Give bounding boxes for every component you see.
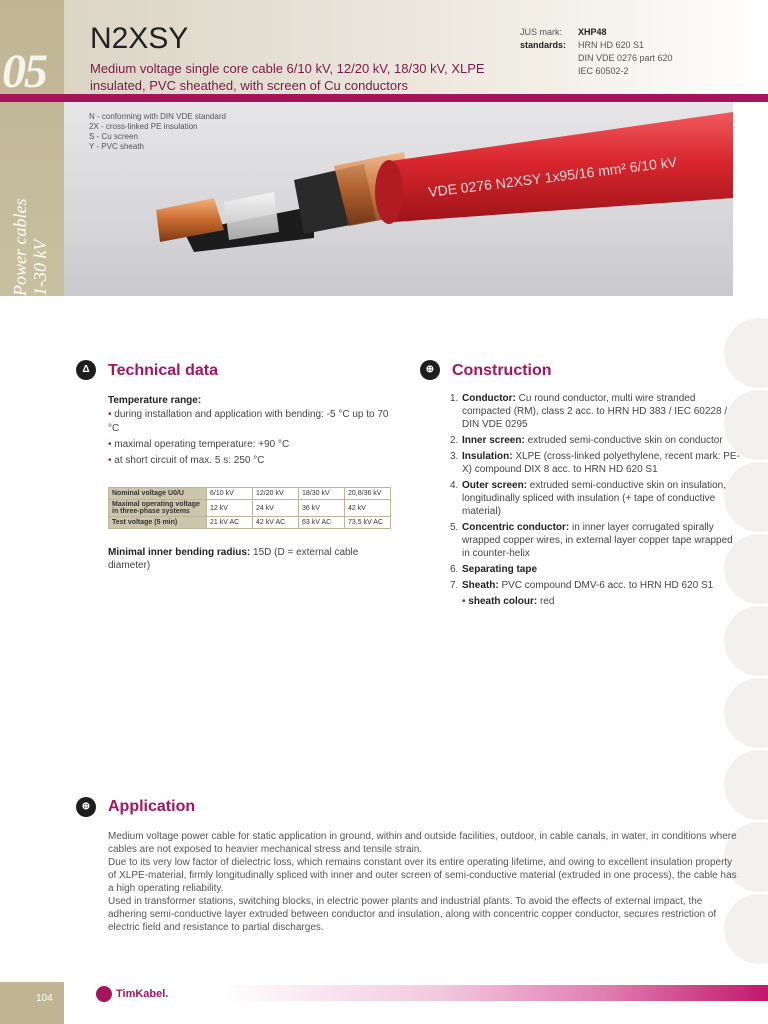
brand-logo-icon [96, 986, 112, 1002]
type-legend [89, 112, 226, 152]
voltage-table [108, 487, 391, 529]
legend-item: N - conforming with DIN VDE standard [89, 112, 226, 121]
list-item: 4. Outer screen: extruded semi-conductive skin on insulation, longitudinally spliced with insulation (+ tape of conductive material) [450, 480, 727, 517]
row-header: Nominal voltage U0/U [109, 488, 207, 500]
side-label [10, 199, 50, 296]
temperature-item: • at short circuit of max. 5 s: 250 °C [108, 455, 265, 466]
table-row: Test voltage (5 min) 21 kV AC 42 kV AC 63 kV AC 73,5 kV AC [109, 517, 391, 529]
application-icon: ⊕ [76, 797, 96, 817]
decor-circle [724, 750, 768, 820]
sheath-colour: • sheath colour: red [462, 596, 555, 607]
list-item: 7. Sheath: PVC compound DMV-6 acc. to HRN HD 620 S1 [450, 580, 714, 591]
application-heading: Application [108, 798, 196, 815]
legend-item: S - Cu screen [89, 132, 138, 141]
page-subtitle: Medium voltage single core cable 6/10 kV, 12/20 kV, 18/30 kV, XLPE insulated, PVC sheathed, with screen of Cu conductors [90, 61, 485, 93]
list-item: 5. Concentric conductor: in inner layer corrugated spirally wrapped copper wires, in external layer copper tape wrapped in counter-helix [450, 522, 733, 559]
temperature-item: • maximal operating temperature: +90 °C [108, 439, 290, 450]
brand-name: TimKabel. [116, 988, 169, 1000]
sidebar-footer [0, 982, 64, 1024]
header-rule [0, 94, 768, 102]
technical-data-heading: Technical data [108, 362, 218, 379]
technical-data-text [108, 394, 398, 468]
side-label-line-1: Power cables [10, 198, 30, 296]
decor-circle [724, 606, 768, 676]
standard-2: DIN VDE 0276 part 620 [578, 53, 673, 63]
cable-print-text: VDE 0276 N2XSY 1x95/16 mm² 6/10 kV [427, 153, 678, 200]
technical-data-icon: Δ [76, 360, 96, 380]
temperature-label: Temperature range: [108, 395, 202, 406]
jus-value: XHP48 [578, 27, 607, 37]
row-header: Test voltage (5 min) [109, 517, 207, 529]
standards-label: standards: [520, 40, 567, 50]
construction-icon: ⊕ [420, 360, 440, 380]
legend-item: 2X - cross-linked PE insulation [89, 122, 198, 131]
construction-list [450, 392, 740, 611]
legend-item: Y - PVC sheath [89, 142, 144, 151]
pvc-sheath [384, 112, 733, 222]
jus-label: JUS mark: [520, 27, 563, 37]
standard-1: HRN HD 620 S1 [578, 40, 645, 50]
page-title: N2XSY [90, 22, 189, 55]
page-number: 104 [36, 993, 53, 1004]
application-text [108, 830, 738, 934]
decor-circle [724, 678, 768, 748]
table-row: Maximal operating voltage in three-phase systems 12 kV 24 kV 36 kV 42 kV [109, 500, 391, 517]
chapter-number: 05 [2, 45, 46, 98]
temperature-item: • during installation and application with bending: -5 °C up to 70 °C [108, 409, 389, 434]
bending-radius: Minimal inner bending radius: 15D (D = external cable diameter) [108, 547, 359, 571]
standards-block [520, 26, 673, 78]
list-item: 2. Inner screen: extruded semi-conductive skin on conductor [450, 435, 723, 446]
xlpe-insulation [224, 192, 279, 240]
table-row: Nominal voltage U0/U 6/10 kV 12/20 kV 18/30 kV 20,8/36 kV [109, 488, 391, 500]
list-item: 1. Conductor: Cu round conductor, multi wire stranded compacted (RM), class 2 acc. to HRN HD 383 / IEC 60228 / DIN VDE 0295 [450, 393, 728, 430]
footer-band [220, 985, 768, 1001]
list-item: 3. Insulation: XLPE (cross-linked polyethylene, recent mark: PE-X) compound DIX 8 acc. to HRN HD 620 S1 [450, 451, 740, 475]
application-paragraph: Due to its very low factor of dielectric loss, which remains constant over its entire operating lifetime, and owing to excellent insulation property of XLPE-material, firmly longitudinally spliced with inner and outer screen of semi-conductive material (extruded in one process), the cable has a high operating reliability. [108, 857, 737, 894]
application-paragraph: Medium voltage power cable for static application in ground, within and outside facilities, outdoor, in cable canals, in water, in conditions where cables are not exposed to heavier mechanical stress and tensile strain. [108, 831, 737, 855]
list-item: 6. Separating tape [450, 564, 538, 575]
decor-circle [724, 318, 768, 388]
construction-heading: Construction [452, 362, 552, 379]
application-paragraph: Used in transformer stations, switching blocks, in electric power plants and industrial plants. To avoid the effects of external impact, the adhering semi-conductive layer extruded between conductor and insulation, along with concentric copper conductor, secures restriction of electric field and resistance to partial discharges. [108, 896, 717, 933]
standard-3: IEC 60502-2 [578, 66, 629, 76]
side-label-line-2: 1-30 kV [30, 239, 50, 296]
brand-logo [96, 986, 168, 1002]
row-header: Maximal operating voltage in three-phase systems [109, 500, 207, 517]
